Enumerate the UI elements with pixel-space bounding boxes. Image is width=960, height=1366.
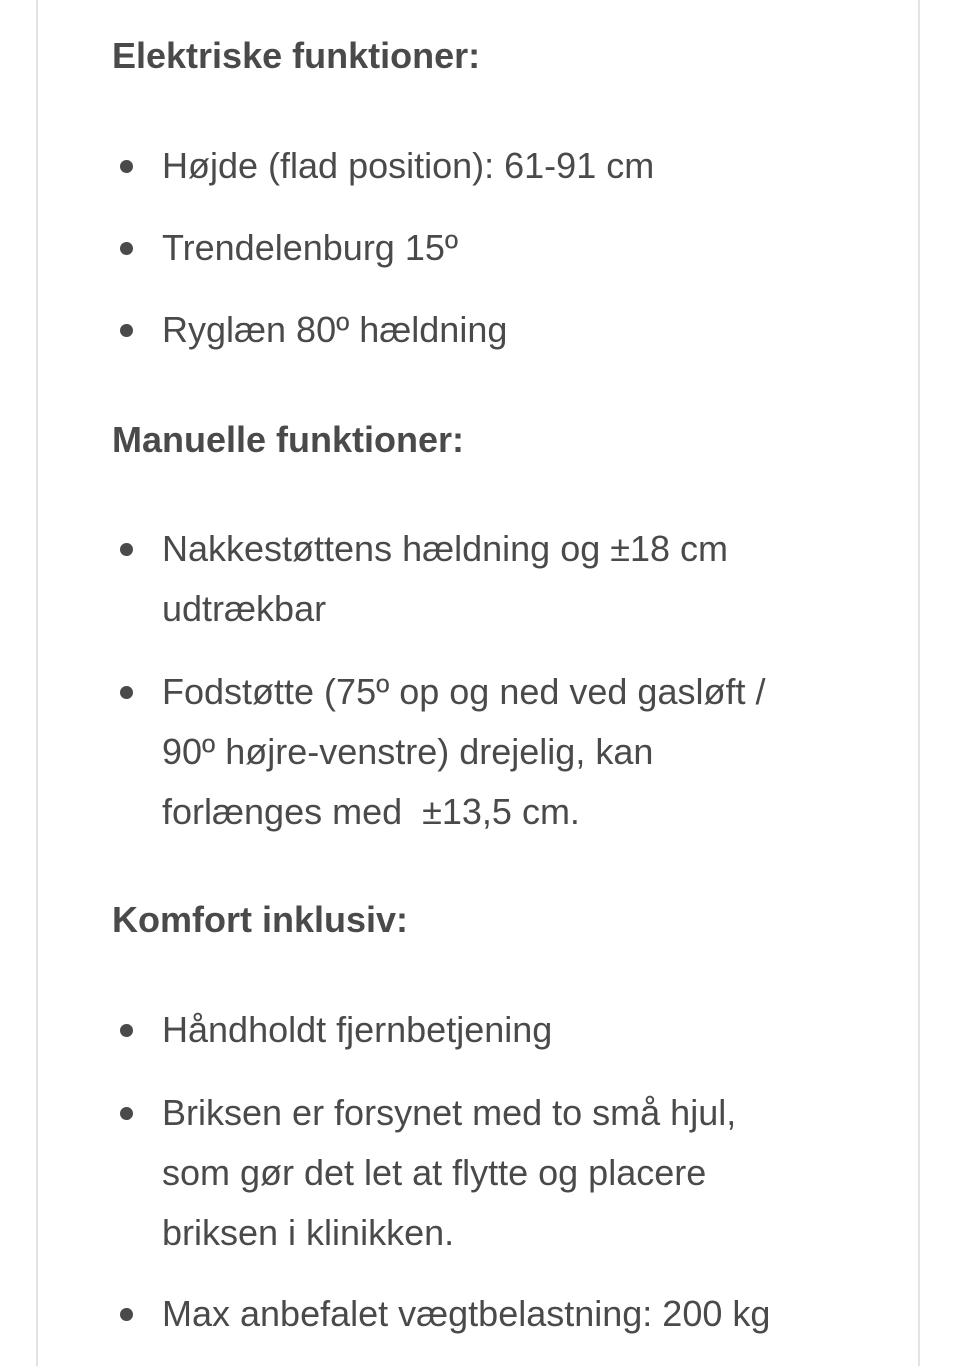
bullet-icon: [120, 1107, 133, 1120]
section-heading-komfort: Komfort inklusiv:: [112, 899, 409, 940]
section-heading-elektriske: Elektriske funktioner:: [112, 35, 481, 76]
bullet-icon: [120, 1024, 133, 1037]
bullet-icon: [120, 543, 133, 556]
list-item-text: Håndholdt fjernbetjening: [162, 1009, 553, 1050]
list-item-text: Max anbefalet vægtbelastning: 200 kg: [162, 1293, 771, 1334]
list-item-text: Højde (flad position): 61-91 cm: [162, 145, 655, 186]
list-item-text: Nakkestøttens hældning og ±18 cm udtrækbar: [162, 528, 729, 629]
bullet-icon: [120, 160, 133, 173]
bullet-icon: [120, 242, 133, 255]
list-item-text: Briksen er forsynet med to små hjul, som gør det let at flytte og placere briksen i klinikken.: [162, 1092, 737, 1253]
bullet-icon: [120, 1308, 133, 1321]
list-item-text: Fodstøtte (75º op og ned ved gasløft / 90º højre-venstre) drejelig, kan forlænges med ±13,5 cm.: [162, 671, 766, 832]
bullet-icon: [120, 686, 133, 699]
section-heading-manuelle: Manuelle funktioner:: [112, 419, 465, 460]
list-item-text: Ryglæn 80º hældning: [162, 309, 508, 350]
bullet-icon: [120, 324, 133, 337]
content-card: [36, 0, 920, 1366]
list-item-text: Trendelenburg 15º: [162, 227, 459, 268]
